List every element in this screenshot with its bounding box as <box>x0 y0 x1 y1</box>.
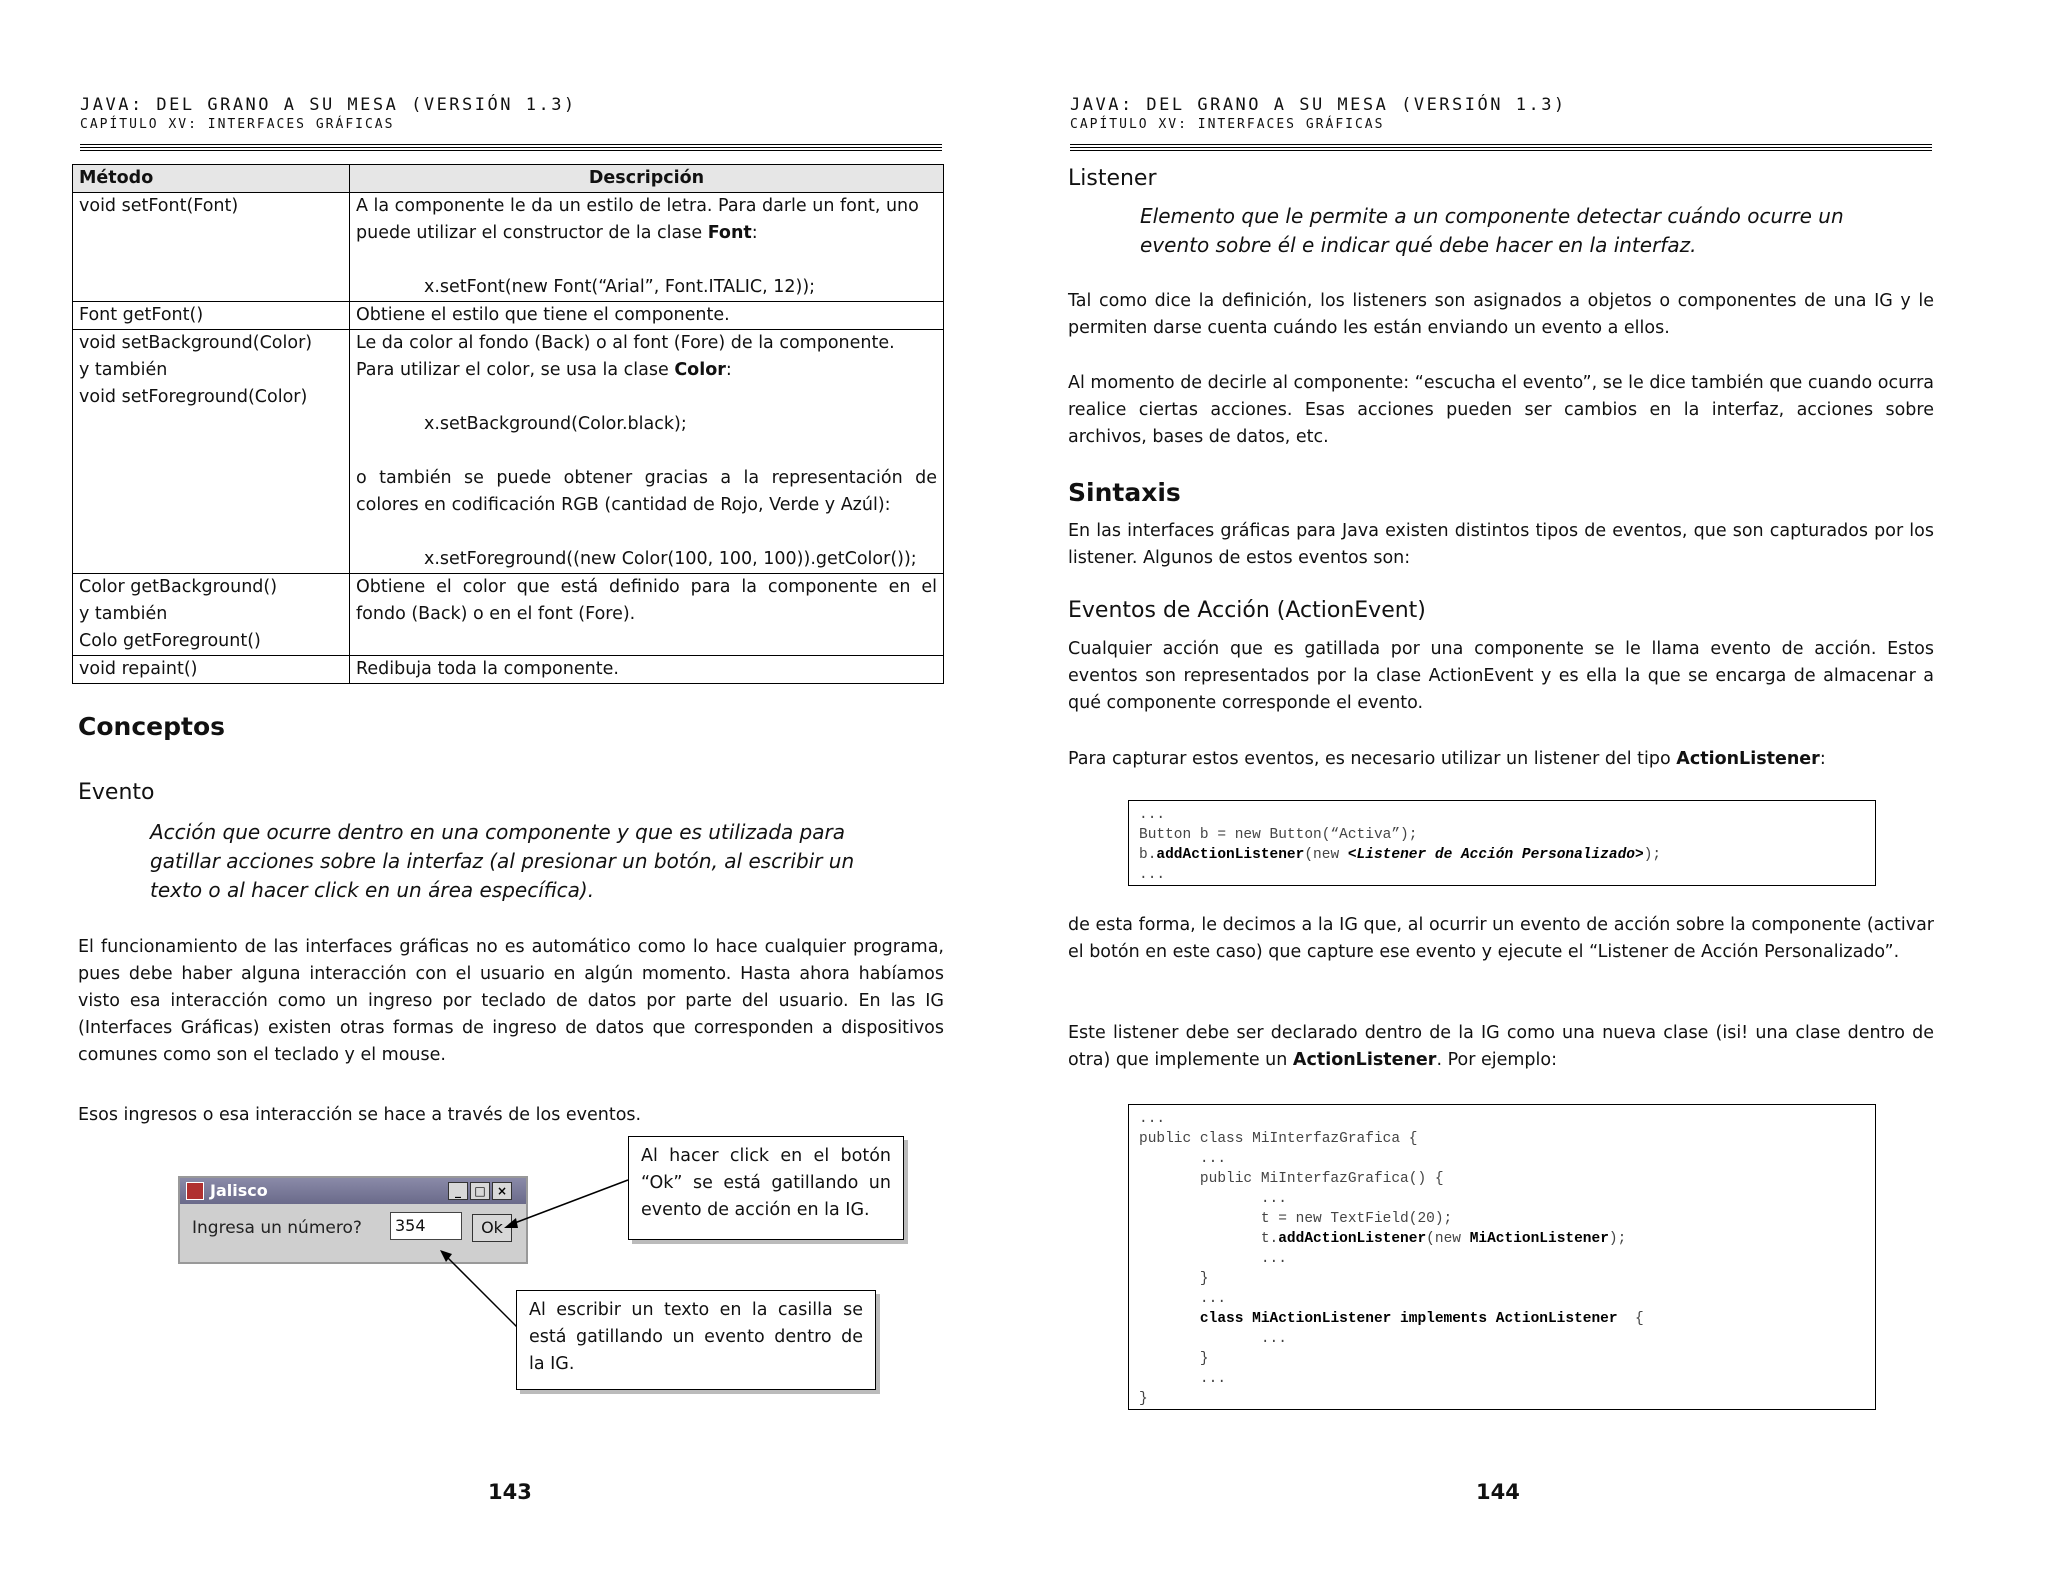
listener-definition: Elemento que le permite a un componente detectar cuándo ocurre un evento sobre él e indicar qué debe hacer en la interfaz. <box>1140 204 1844 257</box>
page-header <box>1070 94 1932 151</box>
code-line: ... <box>1139 1191 1287 1207</box>
punct: . Por ejemplo: <box>1436 1050 1557 1070</box>
paragraph: Cualquier acción que es gatillada por una componente se le llama evento de acción. Estos eventos son representados por la clase ActionEvent y es ella la que se encarga de almacenar a qué componente corresponde el evento. <box>1068 639 1934 713</box>
code-line: t = new TextField(20); <box>1139 1211 1453 1227</box>
paragraph <box>1068 1020 1934 1074</box>
paragraph: En las interfaces gráficas para Java existen distintos tipos de eventos, que son capturados por los listener. Algunos de estos eventos son: <box>1068 521 1934 568</box>
code-line: ... <box>1139 1151 1227 1167</box>
class-name: ActionListener <box>1676 749 1820 769</box>
section-heading-sintaxis: Sintaxis <box>1068 478 1181 507</box>
punct: : <box>1819 749 1826 769</box>
subheading-listener: Listener <box>1068 166 1157 191</box>
class-name: ActionListener <box>1292 1050 1437 1070</box>
code-token: ); <box>1608 1231 1627 1247</box>
punct: : <box>751 223 758 243</box>
text: Este listener debe ser declarado dentro de la IG como una nueva clase (isi! una clase dentro de otra) que implemente un <box>1068 1023 1934 1070</box>
column-header-descripcion: Descripción <box>350 165 944 193</box>
section-heading-conceptos: Conceptos <box>78 712 225 741</box>
method-name: Colo getForegrount() <box>79 631 261 651</box>
punct: : <box>725 360 732 380</box>
description-cell: Obtiene el estilo que tiene el componente. <box>350 302 944 330</box>
close-button[interactable]: × <box>492 1182 512 1200</box>
chapter-title: CAPÍTULO XV: INTERFACES GRÁFICAS <box>80 117 395 132</box>
callout-ok: Al hacer click en el botón “Ok” se está gatillando un evento de acción en la IG. <box>628 1136 904 1240</box>
code-line: public MiInterfazGrafica() { <box>1139 1171 1444 1187</box>
number-input[interactable]: 354 <box>390 1212 462 1240</box>
code-line: ... <box>1139 1291 1227 1307</box>
callout-input: Al escribir un texto en la casilla se está gatillando un evento dentro de la IG. <box>516 1290 876 1390</box>
code-token: (new <box>1426 1231 1470 1247</box>
method-name: Font getFont() <box>79 305 204 325</box>
code-token: addActionListener <box>1156 847 1305 863</box>
code-example: x.setBackground(Color.black); <box>424 414 687 434</box>
code-block-2 <box>1128 1104 1876 1410</box>
code-example: x.setForeground((new Color(100, 100, 100)).getColor()); <box>424 549 917 569</box>
code-line: } <box>1139 1271 1209 1287</box>
method-connector: y también <box>79 360 168 380</box>
code-line: ... <box>1139 1251 1287 1267</box>
paragraph: Al momento de decirle al componente: “escucha el evento”, se le dice también que cuando ocurra realice ciertas acciones. Esas acciones pueden ser cambios en la interfaz, acciones sobre archivos, bases de datos, etc. <box>1068 373 1934 447</box>
method-name: Color getBackground() <box>79 577 278 597</box>
code-line: } <box>1139 1351 1209 1367</box>
evento-definition: Acción que ocurre dentro en una componente y que es utilizada para gatillar acciones sobre la interfaz (al presionar un botón, al escribir un texto o al hacer click en un área específica). <box>150 820 855 902</box>
code-token: (new <box>1304 847 1348 863</box>
code-token: <Listener de Acción Personalizado> <box>1347 847 1644 863</box>
code-line: ... <box>1139 1111 1166 1127</box>
code-line: Button b = new Button(“Activa”); <box>1139 827 1418 843</box>
paragraph <box>1068 746 1934 773</box>
method-name: void repaint() <box>79 659 198 679</box>
column-header-metodo: Método <box>73 165 350 193</box>
method-connector: y también <box>79 604 168 624</box>
code-line: } <box>1139 1391 1148 1407</box>
paragraph: Esos ingresos o esa interacción se hace a través de los eventos. <box>78 1105 642 1125</box>
description-text: Le da color al fondo (Back) o al font (Fore) de la componente. Para utilizar el color, se usa la clase <box>356 333 895 380</box>
arrowhead <box>504 1218 518 1228</box>
book-title: JAVA: DEL GRANO A SU MESA (VERSIÓN 1.3) <box>80 95 577 115</box>
code-token: t. <box>1139 1231 1279 1247</box>
number-label: Ingresa un número? <box>192 1218 362 1238</box>
code-block-1 <box>1128 800 1876 886</box>
chapter-title: CAPÍTULO XV: INTERFACES GRÁFICAS <box>1070 117 1385 132</box>
class-name: Font <box>707 223 752 243</box>
arrow-to-input <box>446 1256 520 1330</box>
method-name: void setFont(Font) <box>79 196 239 216</box>
description-text: A la componente le da un estilo de letra. Para darle un font, uno puede utilizar el constructor de la clase <box>356 196 919 243</box>
ok-button[interactable]: Ok <box>472 1214 512 1242</box>
paragraph: El funcionamiento de las interfaces gráficas no es automático como lo hace cualquier programa, pues debe haber alguna interacción con el usuario en algún momento. Hasta ahora habíamos visto esa interacción como un ingreso por teclado de datos por parte del usuario. En las IG (Interfaces Gráficas) existen otras formas de ingreso de datos que corresponden a dispositivos comunes como son el teclado y el mouse. <box>78 937 944 1065</box>
text: Para capturar estos eventos, es necesario utilizar un listener del tipo <box>1068 749 1677 769</box>
maximize-button[interactable]: □ <box>470 1182 490 1200</box>
paragraph: Tal como dice la definición, los listeners son asignados a objetos o componentes de una IG y le permiten darse cuenta cuándo les están enviando un evento a ellos. <box>1068 291 1934 338</box>
paragraph: de esta forma, le decimos a la IG que, al ocurrir un evento de acción sobre la componente (activar el botón en este caso) que capture ese evento y ejecute el “Listener de Acción Personalizado”. <box>1068 915 1934 962</box>
header-rule <box>1070 144 1932 151</box>
code-token: { <box>1617 1311 1644 1327</box>
minimize-button[interactable]: _ <box>448 1182 468 1200</box>
code-line: public class MiInterfazGrafica { <box>1139 1131 1418 1147</box>
code-token: ); <box>1643 847 1662 863</box>
code-line: ... <box>1139 1331 1287 1347</box>
book-title: JAVA: DEL GRANO A SU MESA (VERSIÓN 1.3) <box>1070 95 1567 115</box>
code-line: ... <box>1139 867 1166 883</box>
description-cell: Obtiene el color que está definido para la componente en el fondo (Back) o en el font (Fore). <box>350 574 944 656</box>
arrow-to-ok <box>512 1180 628 1224</box>
code-token: addActionListener <box>1278 1231 1427 1247</box>
window-title: Jalisco <box>210 1181 268 1200</box>
method-name: void setForeground(Color) <box>79 387 308 407</box>
code-token: MiActionListener <box>1469 1231 1609 1247</box>
page-number: 143 <box>488 1480 532 1504</box>
page-number: 144 <box>1476 1480 1520 1504</box>
method-name: void setBackground(Color) <box>79 333 313 353</box>
code-token <box>1139 1311 1200 1327</box>
description-cell: Redibuja toda la componente. <box>350 656 944 684</box>
code-line: ... <box>1139 1371 1227 1387</box>
code-token: class MiActionListener implements ActionListener <box>1199 1311 1618 1327</box>
subheading-evento: Evento <box>78 780 155 805</box>
code-example: x.setFont(new Font(“Arial”, Font.ITALIC, 12)); <box>424 277 816 297</box>
subheading-eventos-accion: Eventos de Acción (ActionEvent) <box>1068 598 1426 623</box>
code-line: ... <box>1139 807 1166 823</box>
code-token: b. <box>1139 847 1157 863</box>
right-page <box>1024 0 2048 1582</box>
class-name: Color <box>674 360 726 380</box>
description-text: o también se puede obtener gracias a la representación de colores en codificación RGB (cantidad de Rojo, Verde y Azúl): <box>356 468 937 515</box>
